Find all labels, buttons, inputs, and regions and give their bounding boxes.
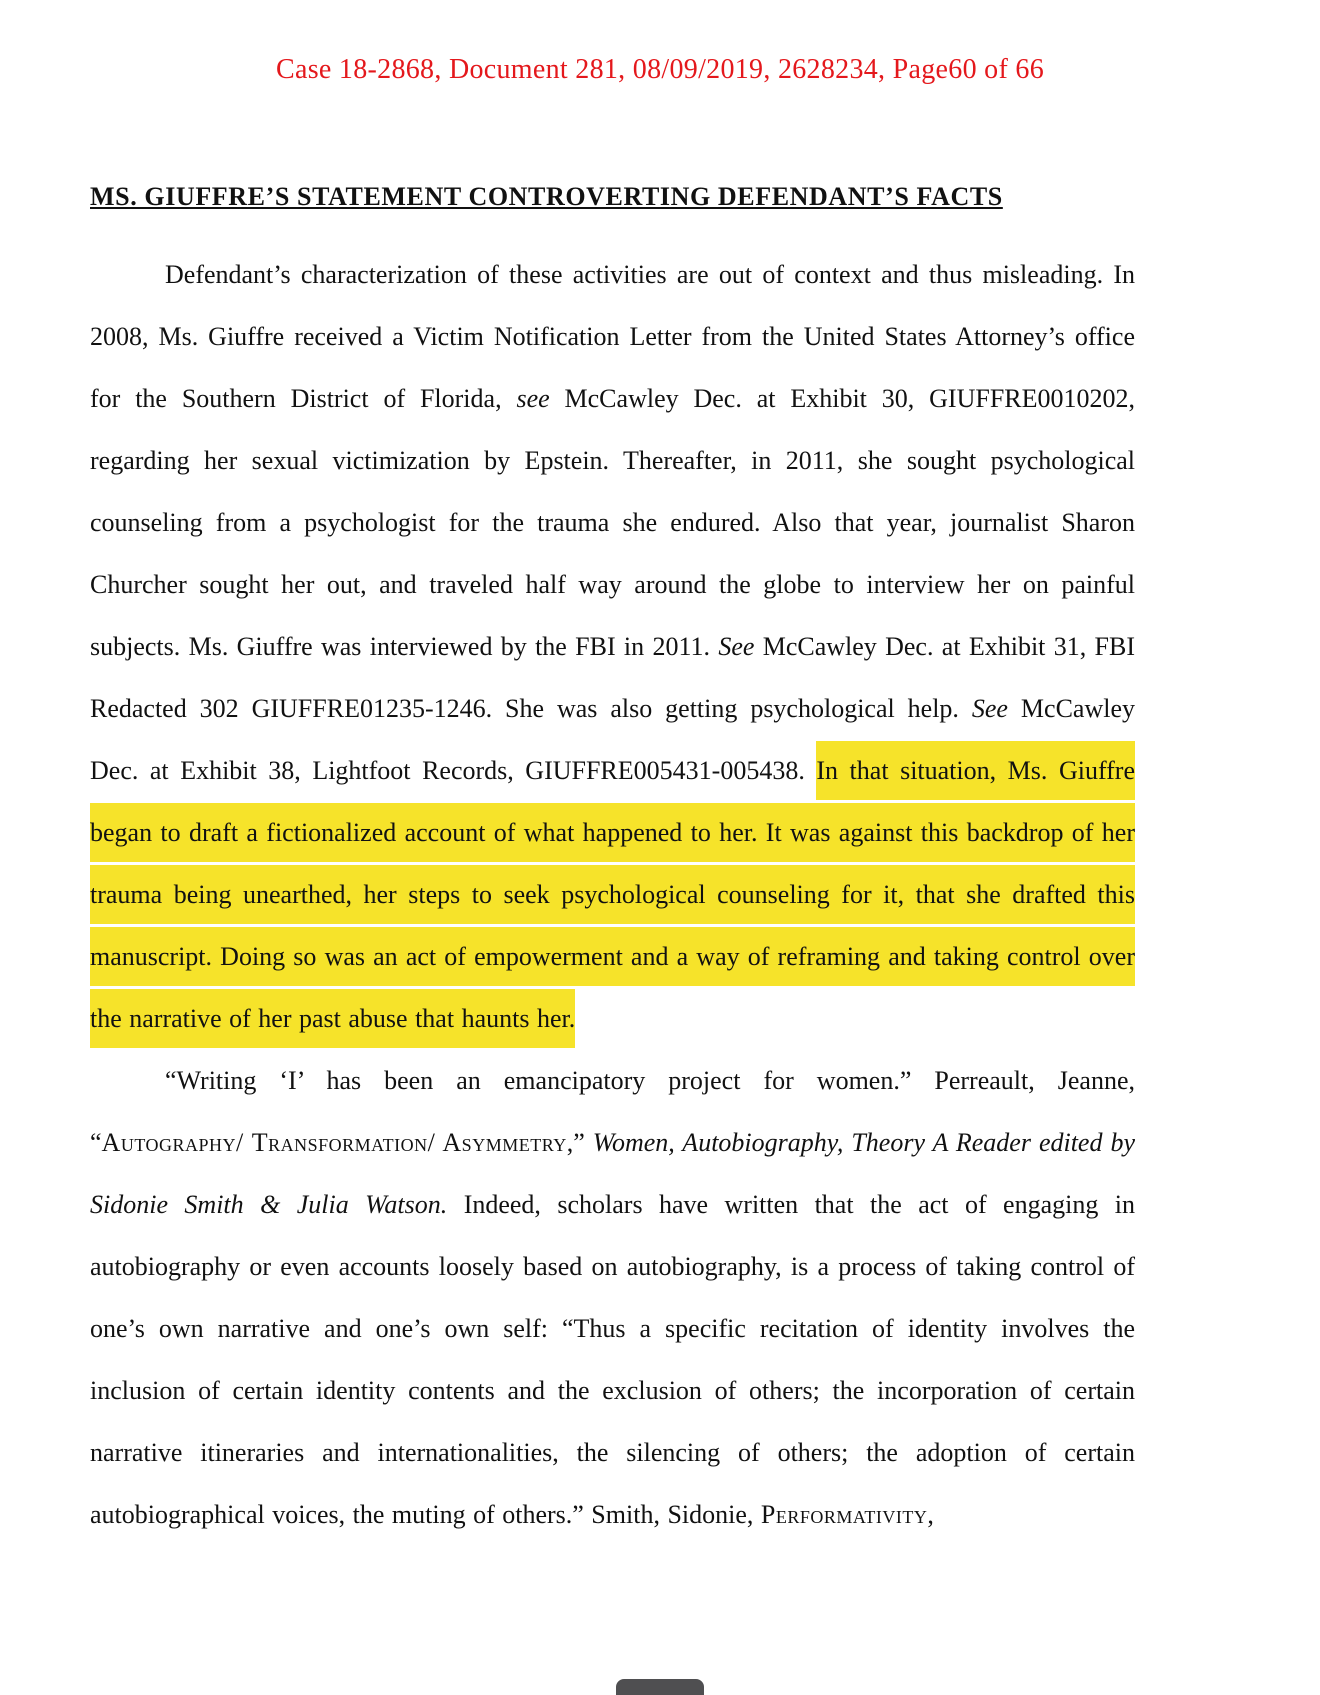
text-segment-highlight: In that situation, Ms. Giuffre began to draft a fictionalized account of what happened to her. It was against this backdrop of her trauma being unearthed, her steps to seek psychological counseling for it, that she drafted this manuscript. Doing so was an act of empowerment and a way of reframing and taking control over the narrative of her past abuse that haunts her. xyxy=(90,741,1135,1048)
text-segment-plain: Defendant’s characterization of these activities are out of context and thus misleading. In 2008, Ms. Giuffre received a Victim Notification Letter from the United States Attorney’s office for the Southern District of Florida, xyxy=(90,260,1135,413)
paragraph xyxy=(90,1050,1135,1546)
text-segment-plain: “Writing ‘I’ has been an emancipatory project for women.” Perreault, Jeanne, “ xyxy=(90,1066,1135,1157)
text-segment-plain: ,” xyxy=(566,1128,593,1157)
text-segment-smallcaps: Autography/ Transformation/ Asymmetry xyxy=(101,1128,567,1157)
text-segment-italic: See xyxy=(971,694,1008,723)
text-segment-plain: McCawley Dec. at Exhibit 38, Lightfoot Records, GIUFFRE005431-005438. xyxy=(90,694,1135,785)
document-body xyxy=(90,244,1135,1546)
text-segment-italic: see xyxy=(516,384,550,413)
case-stamp: Case 18-2868, Document 281, 08/09/2019, 2628234, Page60 of 66 xyxy=(276,54,1044,85)
text-segment-plain: , xyxy=(927,1500,934,1529)
text-segment-smallcaps: Performativity xyxy=(760,1500,928,1529)
text-segment-italic: Women, Autobiography, Theory A Reader edited by Sidonie Smith & Julia Watson. xyxy=(90,1128,1135,1219)
bottom-ui-fragment xyxy=(616,1679,704,1695)
paragraph xyxy=(90,244,1135,1050)
text-segment-plain: Indeed, scholars have written that the act of engaging in autobiography or even accounts loosely based on autobiography, is a process of taking control of one’s own narrative and one’s own self: “Thus a specific recitation of identity involves the inclusion of certain identity contents and the exclusion of others; the incorporation of certain narrative itineraries and internationalities, the silencing of others; the adoption of certain autobiographical voices, the muting of others.” Smith, Sidonie, xyxy=(90,1190,1135,1529)
text-segment-plain: McCawley Dec. at Exhibit 31, FBI Redacted 302 GIUFFRE01235-1246. She was also getting psychological help. xyxy=(90,632,1135,723)
document-content xyxy=(90,182,1135,1546)
text-segment-plain: McCawley Dec. at Exhibit 30, GIUFFRE0010202, regarding her sexual victimization by Epstein. Thereafter, in 2011, she sought psychological counseling from a psychologist for the trauma she endured. Also that year, journalist Sharon Churcher sought her out, and traveled half way around the globe to interview her on painful subjects. Ms. Giuffre was interviewed by the FBI in 2011. xyxy=(90,384,1135,661)
text-segment-italic: See xyxy=(718,632,755,661)
section-heading: MS. GIUFFRE’S STATEMENT CONTROVERTING DEFENDANT’S FACTS xyxy=(90,182,1003,211)
